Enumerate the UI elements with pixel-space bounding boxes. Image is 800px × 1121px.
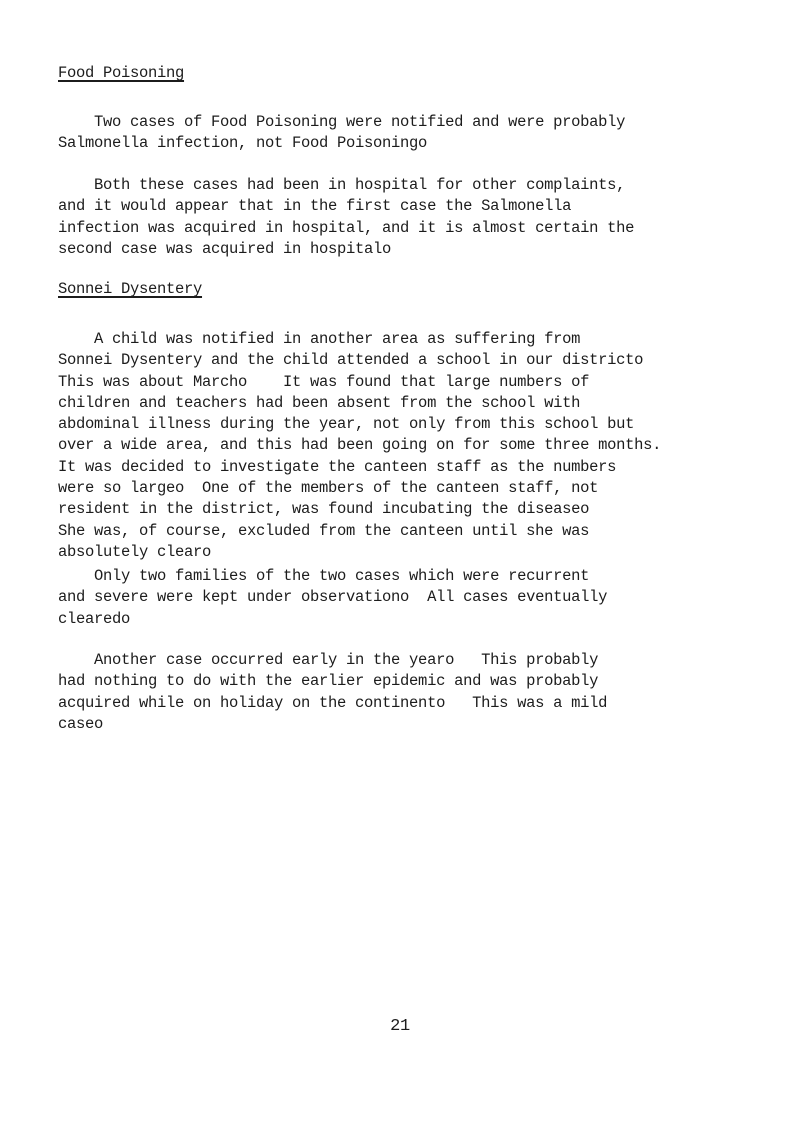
text-line: infection was acquired in hospital, and it is almost certain the [58, 218, 635, 237]
page-number: 21 [390, 1017, 410, 1036]
text-line: A child was notified in another area as suffering from [58, 330, 581, 348]
paragraph-dysentery-another-case [58, 650, 758, 735]
text-line: absolutely clearo [58, 542, 212, 561]
paragraph-dysentery-outbreak [58, 329, 758, 563]
text-line: had nothing to do with the earlier epidemic and was probably [58, 672, 599, 691]
heading-sonnei-dysentery: Sonnei Dysentery [58, 280, 203, 298]
text-line: It was decided to investigate the canteen staff as the numbers [58, 457, 617, 476]
text-line: were so largeo One of the members of the canteen staff, not [58, 479, 599, 498]
text-line: Another case occurred early in the yearo This probably [58, 651, 599, 669]
text-line: Both these cases had been in hospital for other complaints, [58, 176, 626, 194]
text-line: abdominal illness during the year, not only from this school but [58, 415, 635, 434]
text-line: Sonnei Dysentery and the child attended a school in our districto [58, 351, 644, 370]
text-line: She was, of course, excluded from the canteen until she was [58, 521, 590, 540]
text-line: second case was acquired in hospitalo [58, 239, 392, 258]
text-line: caseo [58, 714, 104, 733]
paragraph-food-poisoning-notified [58, 112, 758, 155]
text-line: children and teachers had been absent from the school with [58, 393, 581, 412]
text-line: clearedo [58, 609, 131, 628]
paragraph-dysentery-families [58, 566, 758, 630]
text-line: This was about Marcho It was found that large numbers of [58, 372, 590, 391]
text-line: resident in the district, was found incubating the diseaseo [58, 500, 590, 519]
text-line: Only two families of the two cases which were recurrent [58, 567, 590, 585]
text-line: and it would appear that in the first case the Salmonella [58, 197, 572, 216]
text-line: and severe were kept under observationo All cases eventually [58, 588, 608, 607]
heading-food-poisoning: Food Poisoning [58, 64, 185, 82]
text-line: Two cases of Food Poisoning were notified and were probably [58, 113, 626, 131]
text-line: over a wide area, and this had been going on for some three months. [58, 436, 662, 455]
paragraph-food-poisoning-hospital [58, 175, 758, 260]
text-line: Salmonella infection, not Food Poisoningo [58, 134, 428, 153]
text-line: acquired while on holiday on the continento This was a mild [58, 693, 608, 712]
